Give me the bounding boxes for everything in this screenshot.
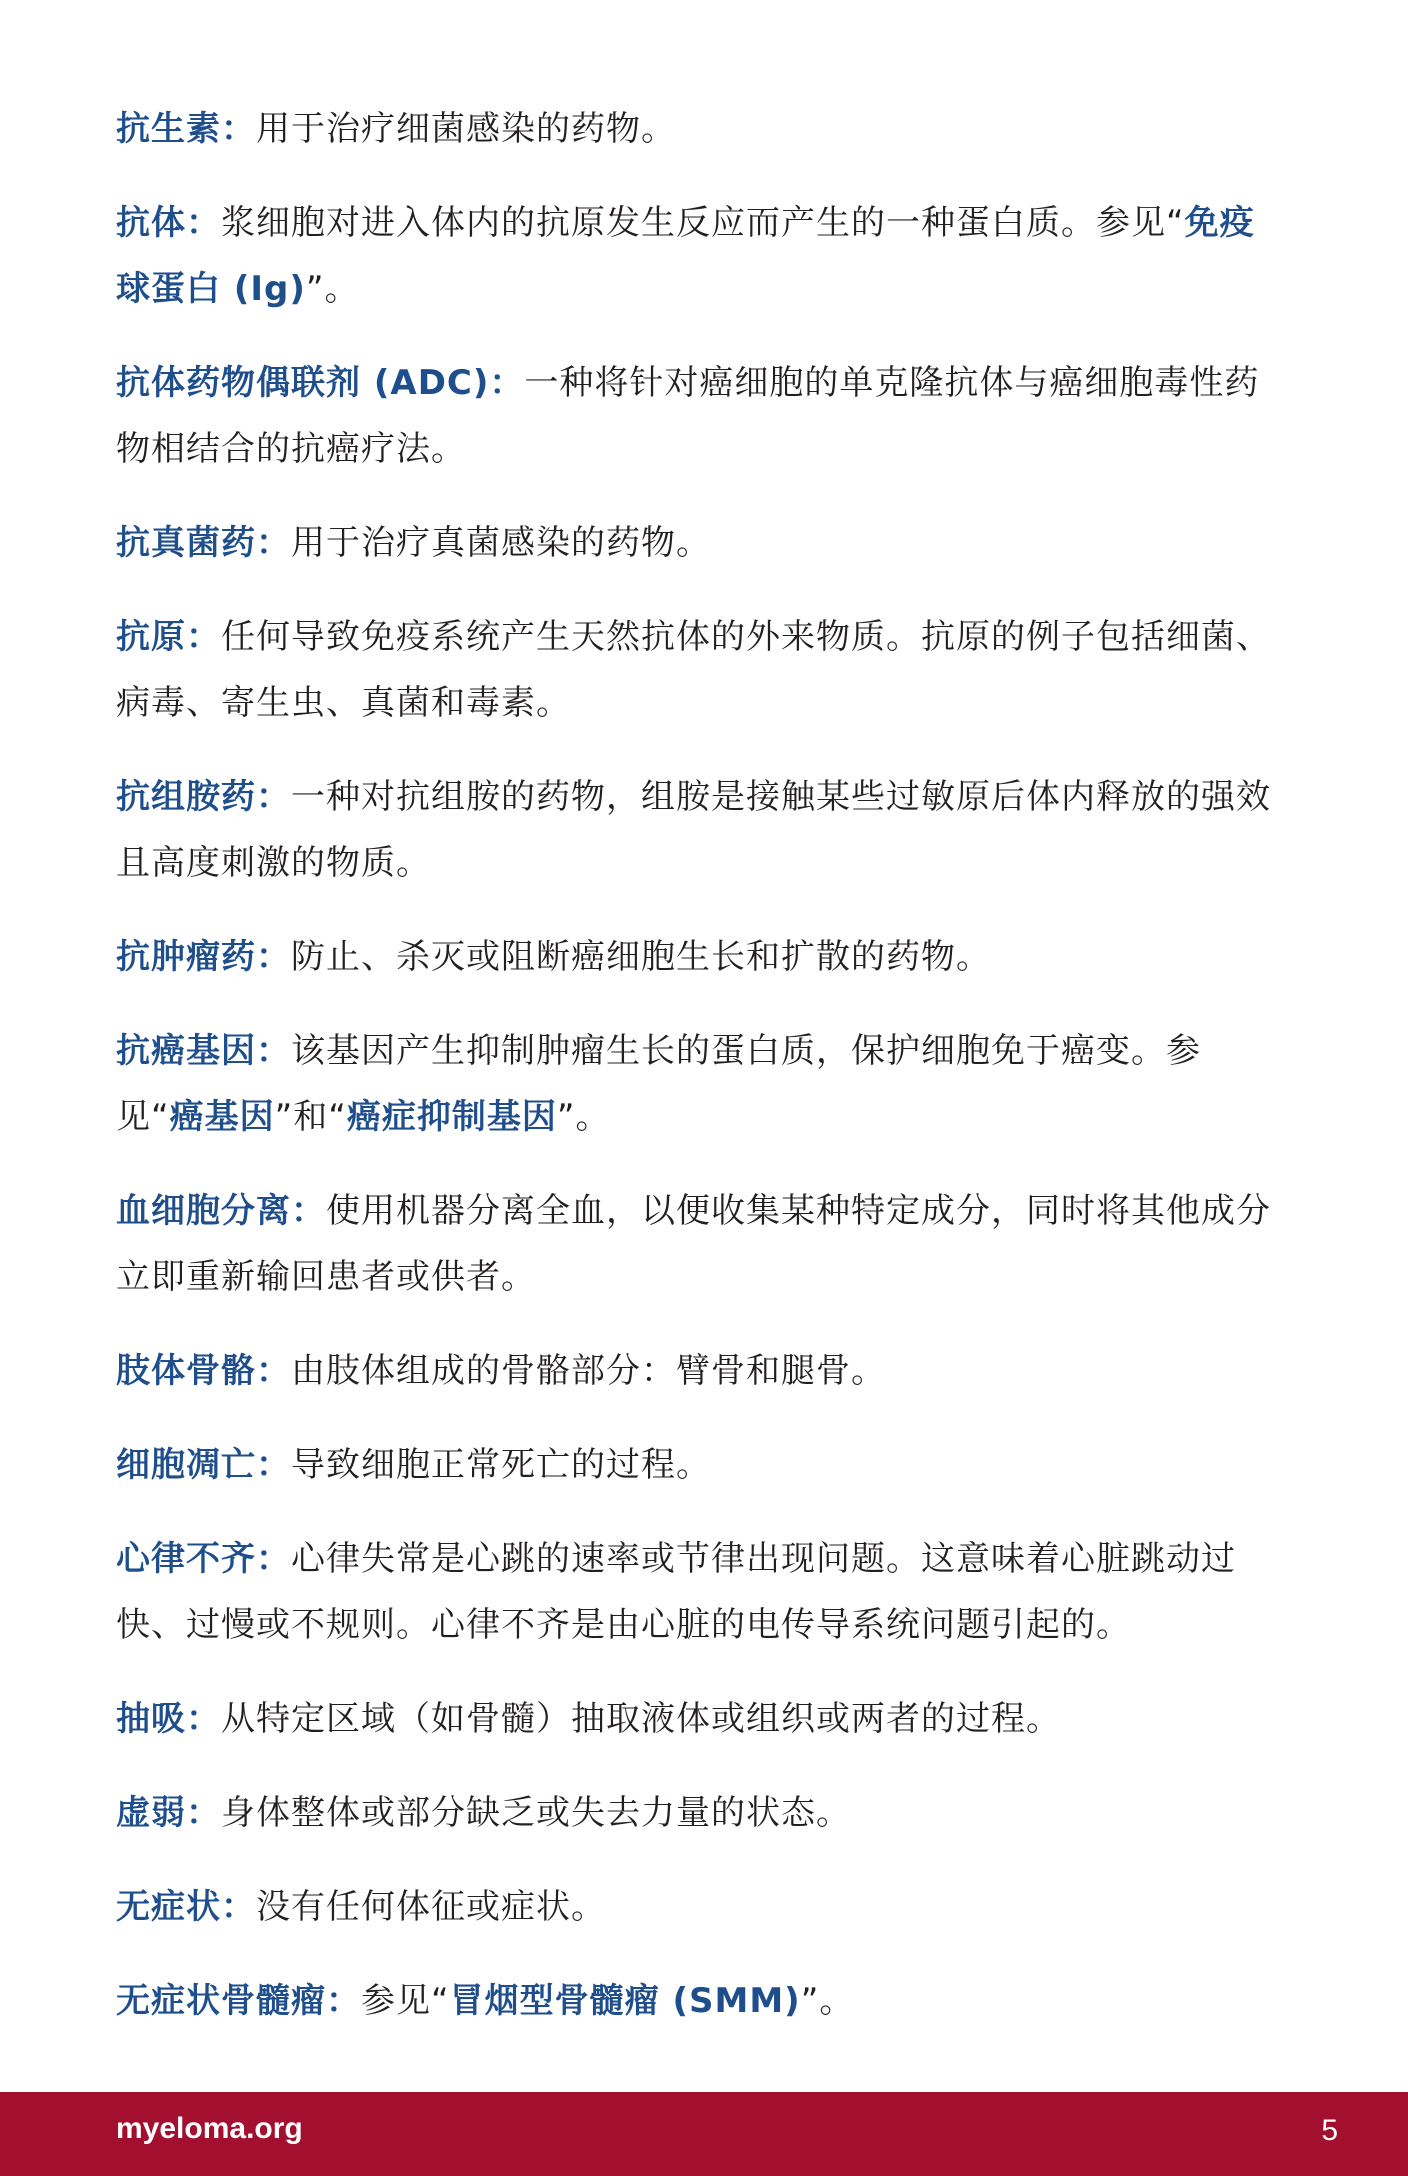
glossary-entry: 抗原：任何导致免疫系统产生天然抗体的外来物质。抗原的例子包括细菌、病毒、寄生虫、真菌和毒素。 [116, 617, 1271, 723]
term: 血细胞分离 [116, 1191, 291, 1231]
term: 抗癌基因 [116, 1031, 256, 1071]
glossary [116, 96, 1288, 2062]
glossary-entry: 肢体骨骼：由肢体组成的骨骼部分：臂骨和腿骨。 [116, 1351, 886, 1391]
definition: 从特定区域（如骨髓）抽取液体或组织或两者的过程。 [221, 1699, 1061, 1739]
term: 无症状 [116, 1887, 221, 1927]
glossary-entry: 抗癌基因：该基因产生抑制肿瘤生长的蛋白质，保护细胞免于癌变。参见“癌基因”和“癌症抑制基因”。 [116, 1031, 1201, 1137]
glossary-entry: 抗真菌药：用于治疗真菌感染的药物。 [116, 523, 711, 563]
definition: 防止、杀灭或阻断癌细胞生长和扩散的药物。 [291, 937, 991, 977]
glossary-entry: 虚弱：身体整体或部分缺乏或失去力量的状态。 [116, 1793, 851, 1833]
definition: 用于治疗真菌感染的药物。 [291, 523, 711, 563]
definition: 身体整体或部分缺乏或失去力量的状态。 [221, 1793, 851, 1833]
cross-reference: 冒烟型骨髓瘤 (SMM) [449, 1981, 801, 2021]
definition: 任何导致免疫系统产生天然抗体的外来物质。抗原的例子包括细菌、病毒、寄生虫、真菌和毒素。 [116, 617, 1271, 723]
glossary-entry: 无症状骨髓瘤：参见“冒烟型骨髓瘤 (SMM)”。 [116, 1981, 855, 2021]
definition: 没有任何体征或症状。 [256, 1887, 606, 1927]
term: 抗真菌药 [116, 523, 256, 563]
term: 抗生素 [116, 109, 221, 149]
cross-reference: 癌基因 [169, 1097, 275, 1137]
term: 细胞凋亡 [116, 1445, 256, 1485]
glossary-entry: 抗体：浆细胞对进入体内的抗原发生反应而产生的一种蛋白质。参见“免疫球蛋白 (Ig)”。 [116, 203, 1255, 309]
cross-reference: 癌症抑制基因 [346, 1097, 557, 1137]
definition: 浆细胞对进入体内的抗原发生反应而产生的一种蛋白质。参见 [221, 203, 1166, 243]
website-link[interactable]: myeloma.org [116, 2112, 303, 2145]
definition: 导致细胞正常死亡的过程。 [291, 1445, 711, 1485]
glossary-entry: 抗肿瘤药：防止、杀灭或阻断癌细胞生长和扩散的药物。 [116, 937, 991, 977]
definition: 一种对抗组胺的药物，组胺是接触某些过敏原后体内释放的强效且高度刺激的物质。 [116, 777, 1271, 883]
term: 无症状骨髓瘤 [116, 1981, 326, 2021]
definition: 参见 [361, 1981, 431, 2021]
glossary-entry: 细胞凋亡：导致细胞正常死亡的过程。 [116, 1445, 711, 1485]
page-number: 5 [1321, 2114, 1338, 2147]
glossary-entry: 无症状：没有任何体征或症状。 [116, 1887, 606, 1927]
definition: 由肢体组成的骨骼部分：臂骨和腿骨。 [291, 1351, 886, 1391]
glossary-entry: 心律不齐：心律失常是心跳的速率或节律出现问题。这意味着心脏跳动过快、过慢或不规则。心律不齐是由心脏的电传导系统问题引起的。 [116, 1539, 1236, 1645]
term: 抗肿瘤药 [116, 937, 256, 977]
glossary-entry: 抗生素：用于治疗细菌感染的药物。 [116, 109, 676, 149]
definition: 使用机器分离全血，以便收集某种特定成分，同时将其他成分立即重新输回患者或供者。 [116, 1191, 1271, 1297]
definition: 心律失常是心跳的速率或节律出现问题。这意味着心脏跳动过快、过慢或不规则。心律不齐是由心脏的电传导系统问题引起的。 [116, 1539, 1236, 1645]
glossary-entry: 抗组胺药：一种对抗组胺的药物，组胺是接触某些过敏原后体内释放的强效且高度刺激的物质。 [116, 777, 1271, 883]
cross-reference: 免疫球蛋白 (Ig) [116, 203, 1255, 309]
definition: 用于治疗细菌感染的药物。 [256, 109, 676, 149]
page-footer [0, 2092, 1408, 2176]
glossary-entry: 抗体药物偶联剂 (ADC)：一种将针对癌细胞的单克隆抗体与癌细胞毒性药物相结合的抗癌疗法。 [116, 363, 1260, 469]
glossary-entry: 血细胞分离：使用机器分离全血，以便收集某种特定成分，同时将其他成分立即重新输回患者或供者。 [116, 1191, 1271, 1297]
definition: 该基因产生抑制肿瘤生长的蛋白质，保护细胞免于癌变。参见 [116, 1031, 1201, 1137]
term: 心律不齐 [116, 1539, 256, 1579]
glossary-entry: 抽吸：从特定区域（如骨髓）抽取液体或组织或两者的过程。 [116, 1699, 1061, 1739]
definition: 一种将针对癌细胞的单克隆抗体与癌细胞毒性药物相结合的抗癌疗法。 [116, 363, 1260, 469]
term: 抗组胺药 [116, 777, 256, 817]
term: 抗原 [116, 617, 186, 657]
term: 肢体骨骼 [116, 1351, 256, 1391]
term: 抗体药物偶联剂 (ADC) [116, 363, 490, 403]
term: 虚弱 [116, 1793, 186, 1833]
term: 抽吸 [116, 1699, 186, 1739]
term: 抗体 [116, 203, 186, 243]
